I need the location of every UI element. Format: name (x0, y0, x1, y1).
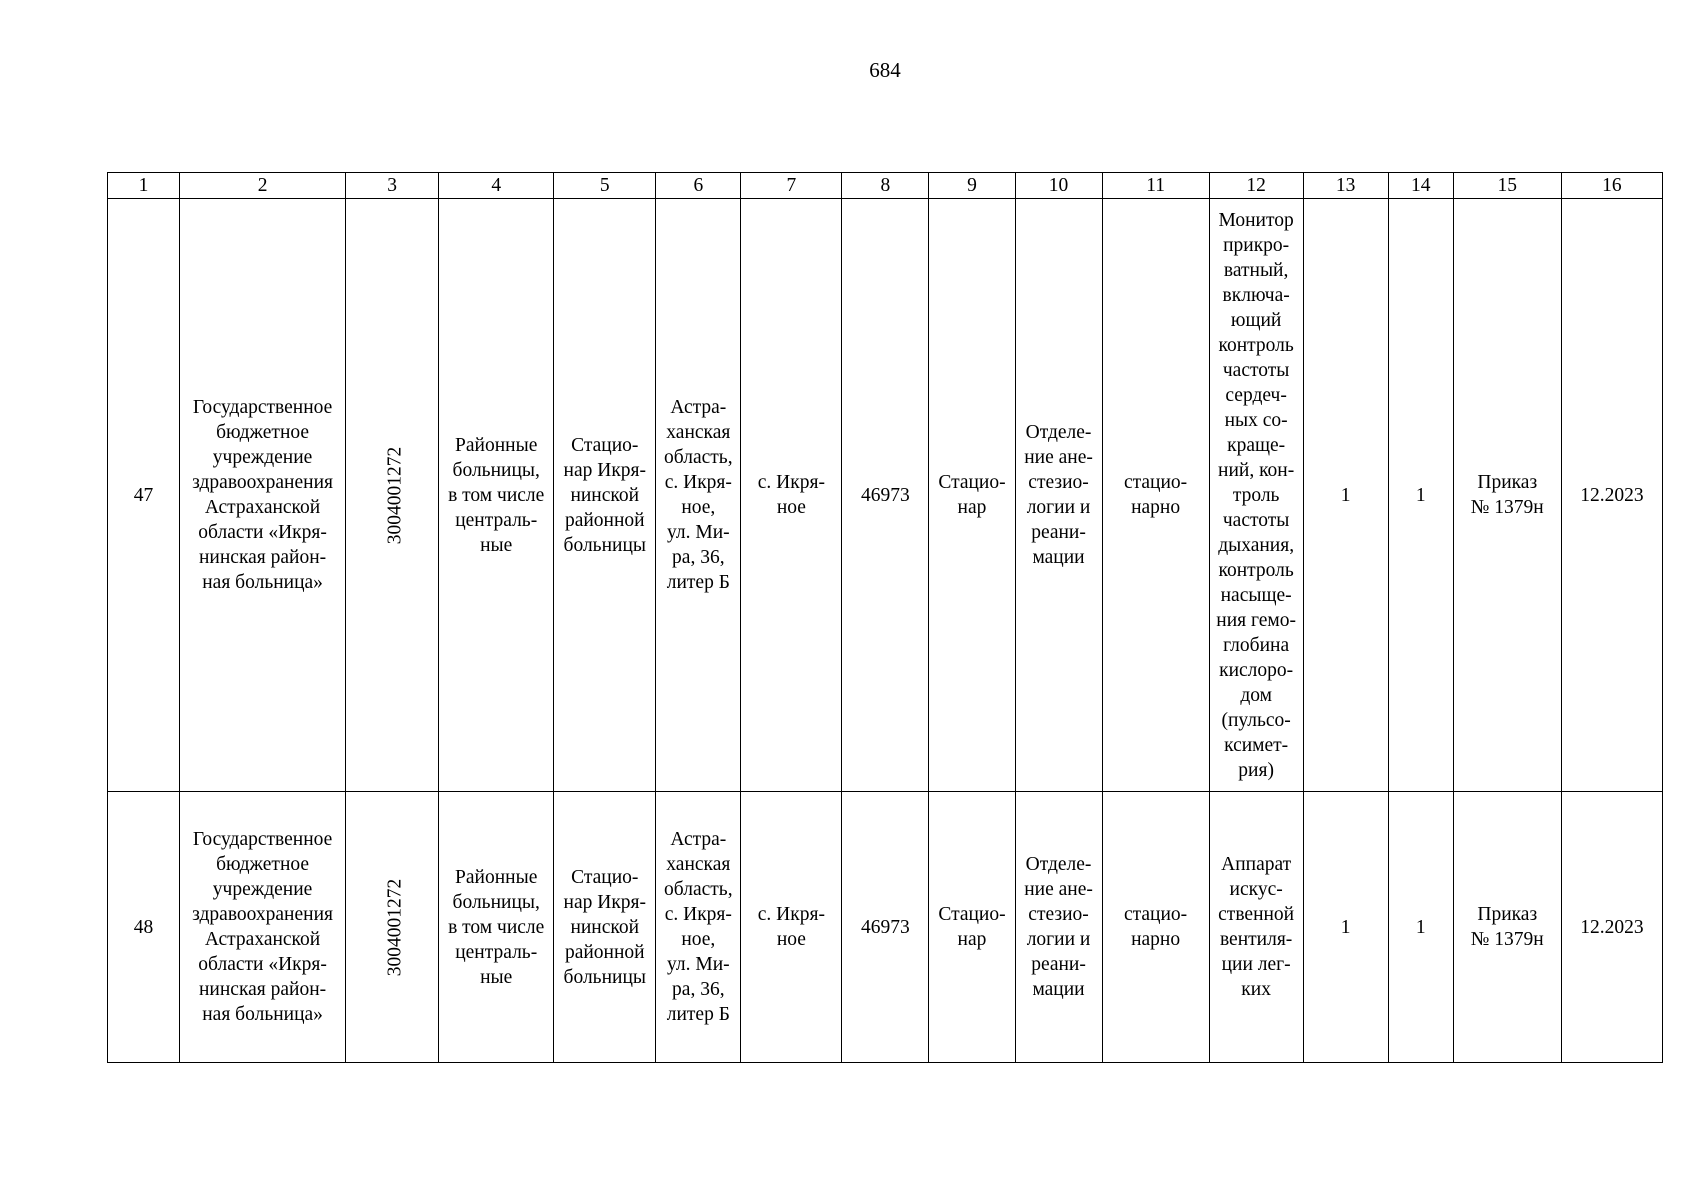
header-cell: 3 (346, 173, 439, 199)
facility-type-cell: Районные больницы, в том числе централь- ные (439, 792, 554, 1063)
department-cell: Отделе- ние ане- стезио- логии и реани- мации (1015, 792, 1102, 1063)
header-cell: 9 (929, 173, 1015, 199)
header-cell: 11 (1102, 173, 1209, 199)
table-row (108, 792, 1663, 1063)
address-cell: Астра- ханская область, с. Икря- ное, ул. Ми- ра, 36, литер Б (656, 199, 741, 792)
header-cell: 16 (1561, 173, 1662, 199)
address-cell: Астра- ханская область, с. Икря- ное, ул. Ми- ра, 36, литер Б (656, 792, 741, 1063)
order-cell: Приказ № 1379н (1453, 792, 1561, 1063)
care-conditions-cell: стацио- нарно (1102, 199, 1209, 792)
table-header-row (108, 173, 1663, 199)
care-type-cell: Стацио- нар (929, 792, 1015, 1063)
facility-type-cell: Районные больницы, в том числе централь- ные (439, 199, 554, 792)
inn-cell (346, 199, 439, 792)
code-cell: 46973 (842, 792, 929, 1063)
header-cell: 7 (741, 173, 842, 199)
inn-value: 3004001272 (384, 446, 406, 544)
header-cell: 15 (1453, 173, 1561, 199)
order-cell: Приказ № 1379н (1453, 199, 1561, 792)
header-cell: 8 (842, 173, 929, 199)
header-cell: 13 (1303, 173, 1388, 199)
department-cell: Отделе- ние ане- стезио- логии и реани- мации (1015, 199, 1102, 792)
code-cell: 46973 (842, 199, 929, 792)
facility-name-cell: Стацио- нар Икря- нинской районной больницы (554, 792, 656, 1063)
table-row (108, 199, 1663, 792)
care-conditions-cell: стацио- нарно (1102, 792, 1209, 1063)
quantity-cell: 1 (1388, 792, 1453, 1063)
quantity-cell: 1 (1303, 792, 1388, 1063)
quantity-cell: 1 (1388, 199, 1453, 792)
row-number-cell: 47 (108, 199, 180, 792)
settlement-cell: с. Икря- ное (741, 199, 842, 792)
header-cell: 10 (1015, 173, 1102, 199)
header-cell: 1 (108, 173, 180, 199)
equipment-cell: Монитор прикро- ватный, включа- ющий контроль частоты сердеч- ных со- краще- ний, кон- троль частоты дыхания, контроль насыще- ния гемо- глобина кислоро- дом (пульсо- ксимет- рия) (1209, 199, 1303, 792)
inn-cell (346, 792, 439, 1063)
inn-value: 3004001272 (384, 878, 406, 976)
care-type-cell: Стацио- нар (929, 199, 1015, 792)
data-table (107, 172, 1663, 1063)
quantity-cell: 1 (1303, 199, 1388, 792)
date-cell: 12.2023 (1561, 199, 1662, 792)
facility-name-cell: Стацио- нар Икря- нинской районной больницы (554, 199, 656, 792)
header-cell: 2 (180, 173, 346, 199)
header-cell: 12 (1209, 173, 1303, 199)
organization-cell: Государственное бюджетное учреждение здравоохранения Астраханской области «Икря- нинская район- ная больница» (180, 199, 346, 792)
date-cell: 12.2023 (1561, 792, 1662, 1063)
row-number-cell: 48 (108, 792, 180, 1063)
header-cell: 4 (439, 173, 554, 199)
header-cell: 5 (554, 173, 656, 199)
header-cell: 6 (656, 173, 741, 199)
organization-cell: Государственное бюджетное учреждение здравоохранения Астраханской области «Икря- нинская район- ная больница» (180, 792, 346, 1063)
settlement-cell: с. Икря- ное (741, 792, 842, 1063)
equipment-cell: Аппарат искус- ственной вентиля- ции лег- ких (1209, 792, 1303, 1063)
page-number: 684 (869, 58, 901, 82)
header-cell: 14 (1388, 173, 1453, 199)
